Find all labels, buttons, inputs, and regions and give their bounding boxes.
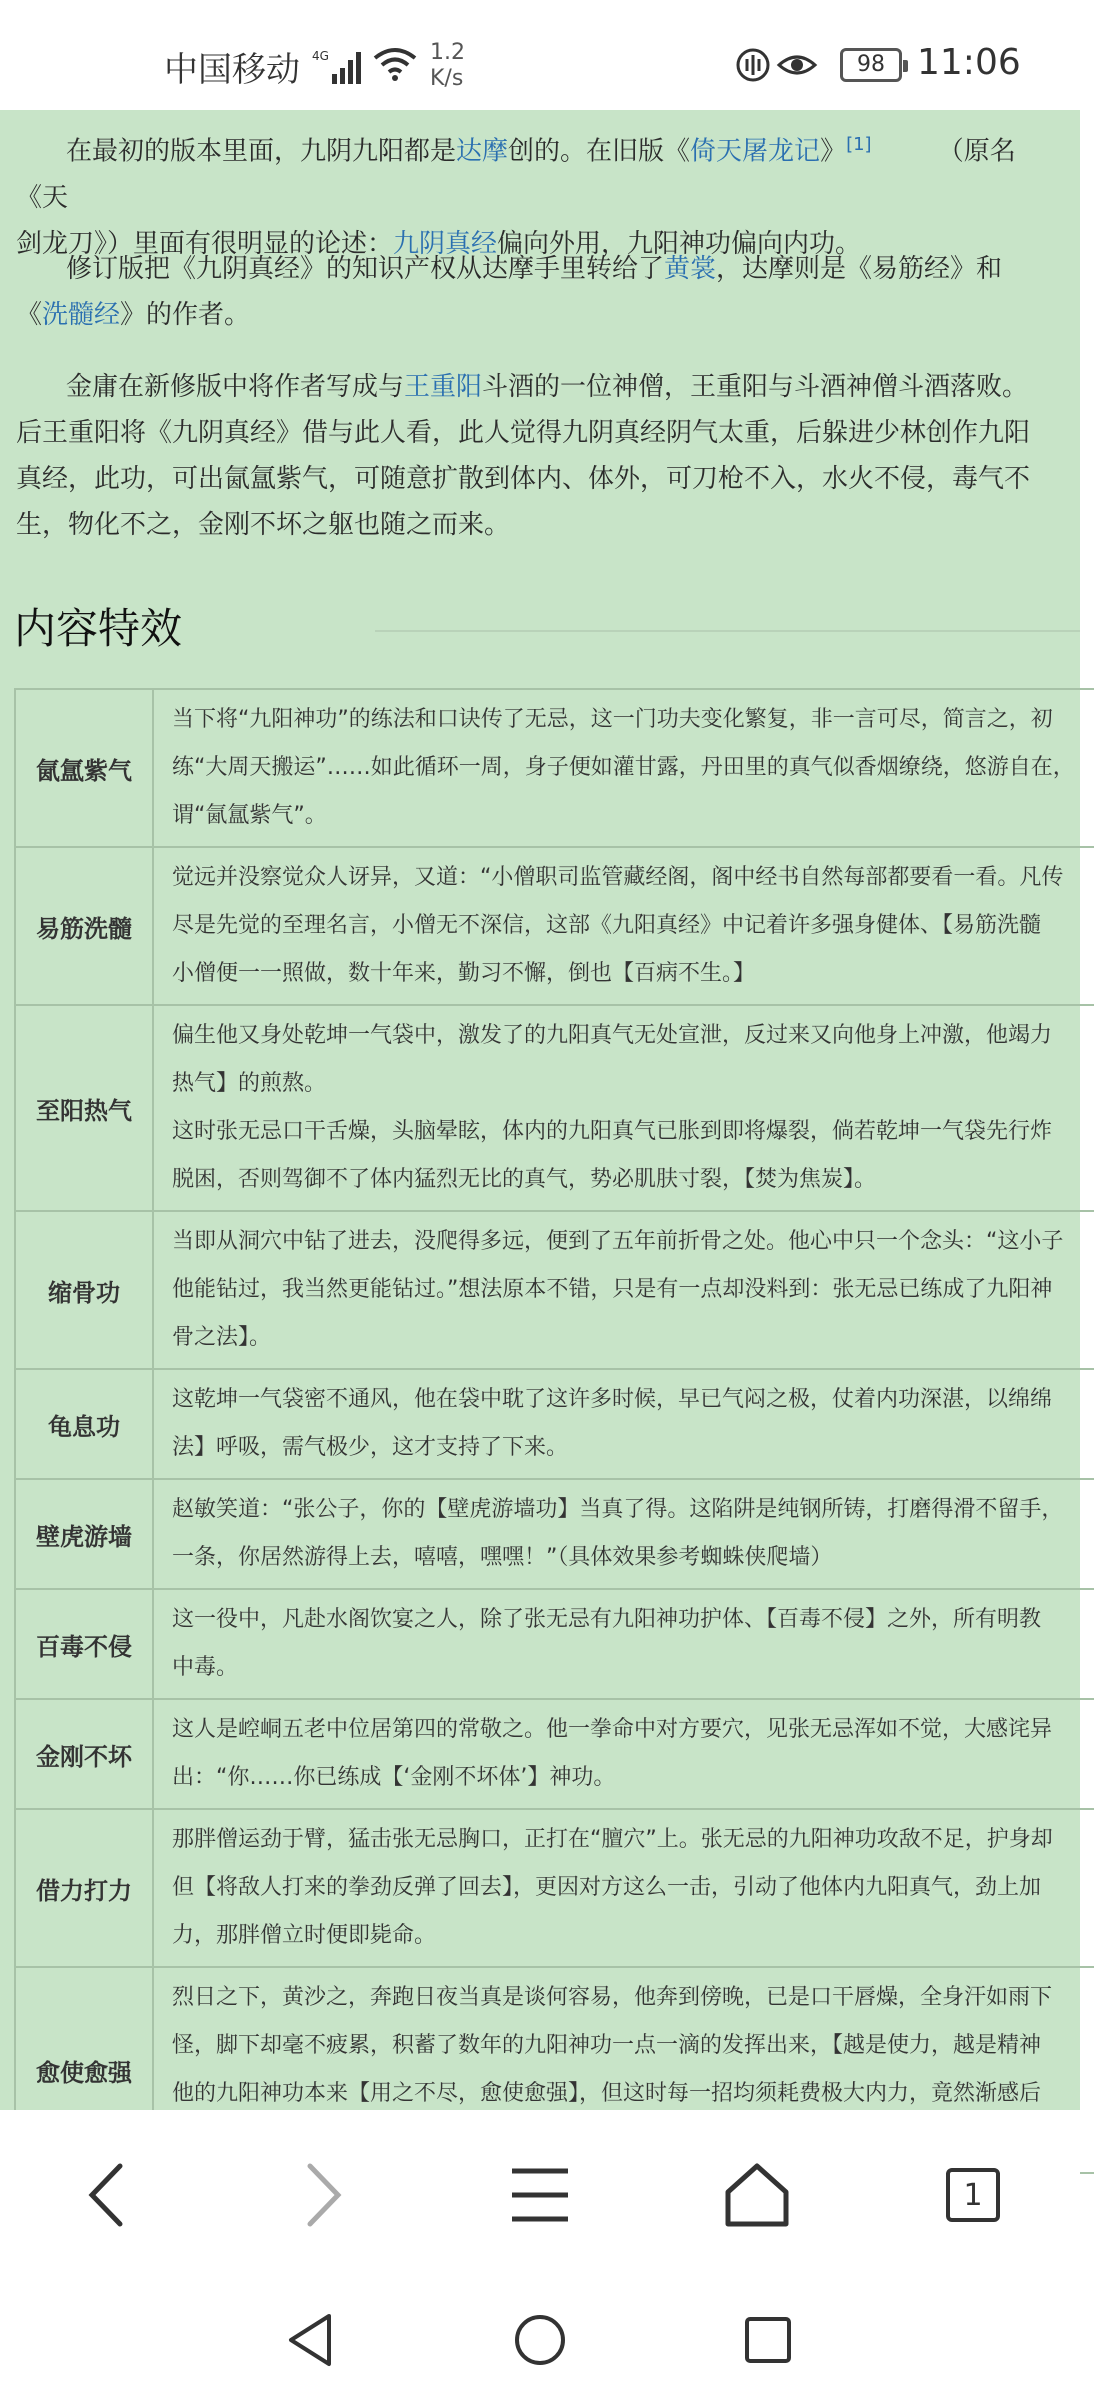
table-row	[14, 848, 1094, 1006]
circle-home-icon	[512, 2312, 568, 2368]
browser-toolbar	[0, 2110, 1080, 2280]
effect-description	[152, 690, 1094, 846]
description-line: 赵敏笑道：“张公子，你的【壁虎游墙功】当真了得。这陷阱是纯钢所铸，打磨得滑不留手，	[172, 1497, 1064, 1522]
table-row	[14, 1212, 1094, 1370]
table-row	[14, 1480, 1094, 1590]
effect-description	[152, 1006, 1094, 1210]
description-line: 力，那胖僧立时便即毙命。	[172, 1923, 437, 1948]
section-title: 内容特效	[14, 604, 183, 653]
network-type: 4G	[312, 49, 329, 63]
nfc-icon	[738, 50, 768, 80]
paragraph-new-edition: 金庸在新修版中将作者写成与王重阳斗酒的一位神僧，王重阳与斗酒神僧斗酒落败。 后王重阳将《九阴真经》借与此人看，此人觉得九阴真经阴气太重，后躲进少林创作九阳 真经，此功，可出氤氲紫气，可随意扩散到体内、体外，可刀枪不入，水火不侵，毒气不 生，物化不之，金刚不坏之躯也随之而来。	[16, 372, 1031, 540]
description-line: 他的九阳神功本来【用之不尽，愈使愈强】，但这时每一招均须耗费极大内力，竟然渐感后	[172, 2081, 1042, 2106]
description-line: 这一役中，凡赴水阁饮宴之人，除了张无忌有九阳神功护体、【百毒不侵】之外，所有明教	[172, 1607, 1042, 1632]
table-row	[14, 1810, 1094, 1968]
description-line: 中毒。	[172, 1655, 239, 1680]
signal-icon	[312, 46, 368, 86]
wifi-icon	[372, 44, 418, 84]
effect-description	[152, 1370, 1094, 1478]
network-speed: 1.2 K/s	[430, 40, 465, 91]
effect-name: 氤氲紫气	[14, 690, 154, 846]
effect-name: 愈使愈强	[14, 1968, 154, 2172]
effect-name: 至阳热气	[14, 1006, 154, 1210]
description-line: 脱困，否则驾御不了体内猛烈无比的真气，势必肌肤寸裂，【焚为焦炭】。	[172, 1167, 877, 1192]
home-icon	[722, 2162, 792, 2228]
description-line: 怪，脚下却毫不疲累，积蓄了数年的九阳神功一点一滴的发挥出来，【越是使力，越是精神	[172, 2033, 1042, 2058]
effects-table	[14, 688, 1094, 2174]
description-line: 这时张无忌口干舌燥，头脑晕眩，体内的九阳真气已胀到即将爆裂，倘若乾坤一气袋先行炸	[172, 1119, 1053, 1144]
effect-name: 龟息功	[14, 1370, 154, 1478]
status-icons	[735, 45, 835, 85]
square-recents-icon	[742, 2314, 794, 2366]
description-line: 小僧便一一照做，数十年来，勤习不懈，倒也【百病不生。】	[172, 961, 756, 986]
triangle-back-icon	[285, 2312, 335, 2368]
effect-description	[152, 1810, 1094, 1966]
status-bar	[0, 0, 1080, 110]
paragraph-revision: 修订版把《九阴真经》的知识产权从达摩手里转给了黄裳，达摩则是《易筋经》和 《洗髓经》的作者。	[16, 254, 1003, 330]
home-button[interactable]	[712, 2150, 802, 2240]
description-line: 骨之法】。	[172, 1325, 272, 1350]
effect-description	[152, 1700, 1094, 1808]
effect-name: 缩骨功	[14, 1212, 154, 1368]
description-line: 练“大周天搬运”……如此循环一周，身子便如灌甘露，丹田里的真气似香烟缭绕，悠游自在，	[172, 755, 1075, 780]
description-line: 谓“氤氲紫气”。	[172, 803, 327, 828]
effect-name: 易筋洗髓	[14, 848, 154, 1004]
eye-icon	[779, 57, 815, 73]
forward-button[interactable]	[278, 2150, 368, 2240]
description-line: 那胖僧运劲于臂，猛击张无忌胸口，正打在“膻穴”上。张无忌的九阳神功攻敌不足，护身却	[172, 1827, 1053, 1852]
article-content	[0, 110, 1080, 2110]
system-navigation	[0, 2280, 1080, 2400]
description-line: 偏生他又身处乾坤一气袋中，激发了的九阳真气无处宣泄，反过来又向他身上冲激，他竭力	[172, 1023, 1053, 1048]
back-button[interactable]	[62, 2150, 152, 2240]
effect-name: 借力打力	[14, 1810, 154, 1966]
effect-description	[152, 1212, 1094, 1368]
description-line: 这乾坤一气袋密不通风，他在袋中耽了这许多时候，早已气闷之极，仗着内功深湛，以绵绵	[172, 1387, 1053, 1412]
description-line: 觉远并没察觉众人讶异，又道：“小僧职司监管藏经阁，阁中经书自然每部都要看一看。凡传	[172, 865, 1064, 890]
description-line: 尽是先觉的至理名言，小僧无不深信，这部《九阳真经》中记着许多强身健体、【易筋洗髓	[172, 913, 1042, 938]
table-row	[14, 690, 1094, 848]
carrier-name: 中国移动	[164, 50, 300, 90]
table-row	[14, 1700, 1094, 1810]
effect-description	[152, 848, 1094, 1004]
effect-description	[152, 1590, 1094, 1698]
table-row	[14, 1006, 1094, 1212]
description-line: 这人是崆峒五老中位居第四的常敬之。他一拳命中对方要穴，见张无忌浑如不觉，大感诧异	[172, 1717, 1053, 1742]
reference-link[interactable]: [1]	[846, 134, 872, 155]
back-icon	[82, 2160, 132, 2230]
battery-icon: 98	[840, 48, 902, 82]
menu-icon	[510, 2165, 570, 2225]
link-huangshang[interactable]: 黄裳	[664, 254, 717, 284]
section-divider	[375, 630, 1080, 632]
forward-icon	[298, 2160, 348, 2230]
clock: 11:06	[917, 42, 1021, 83]
link-jiuyin[interactable]: 九阴真经	[393, 228, 498, 259]
link-wangchongyang[interactable]: 王重阳	[404, 372, 483, 402]
description-line: 烈日之下，黄沙之，奔跑日夜当真是谈何容易，他奔到傍晚，已是口干唇燥，全身汗如雨下	[172, 1985, 1053, 2010]
effect-name: 壁虎游墙	[14, 1480, 154, 1588]
description-line: 当下将“九阳神功”的练法和口诀传了无忌，这一门功夫变化繁复，非一言可尽，简言之，初	[172, 707, 1053, 732]
description-line: 当即从洞穴中钻了进去，没爬得多远，便到了五年前折骨之处。他心中只一个念头：“这小子	[172, 1229, 1064, 1254]
effect-name: 百毒不侵	[14, 1590, 154, 1698]
effect-description	[152, 1480, 1094, 1588]
table-row	[14, 1590, 1094, 1700]
system-recents-button[interactable]	[733, 2308, 803, 2372]
system-back-button[interactable]	[275, 2308, 345, 2372]
link-xisuijing[interactable]: 洗髓经	[42, 300, 121, 330]
description-line: 他能钻过，我当然更能钻过。”想法原本不错，只是有一点却没料到：张无忌已练成了九阳神	[172, 1277, 1053, 1302]
effect-name: 金刚不坏	[14, 1700, 154, 1808]
table-row	[14, 1370, 1094, 1480]
description-line: 一条，你居然游得上去，嘻嘻，嘿嘿！”（具体效果参考蜘蛛侠爬墙）	[172, 1545, 833, 1570]
link-damo[interactable]: 达摩	[456, 136, 509, 167]
description-line: 法】呼吸，需气极少，这才支持了下来。	[172, 1435, 569, 1460]
tabs-icon: 1	[946, 2168, 1000, 2222]
system-home-button[interactable]	[505, 2308, 575, 2372]
description-line: 出：“你……你已练成【‘金刚不坏体’】神功。	[172, 1765, 616, 1790]
link-yitian[interactable]: 倚天屠龙记	[690, 136, 821, 167]
menu-button[interactable]	[495, 2150, 585, 2240]
description-line: 但【将敌人打来的拳劲反弹了回去】，更因对方这么一击，引动了他体内九阳真气，劲上加	[172, 1875, 1042, 1900]
description-line: 热气】的煎熬。	[172, 1071, 327, 1096]
paragraph-origin: 在最初的版本里面，九阴九阳都是达摩创的。在旧版《倚天屠龙记》[1] （原名《天 剑龙刀》）里面有很明显的论述：九阴真经偏向外用，九阳神功偏向内功。	[16, 134, 1016, 259]
tabs-button[interactable]	[928, 2150, 1018, 2240]
